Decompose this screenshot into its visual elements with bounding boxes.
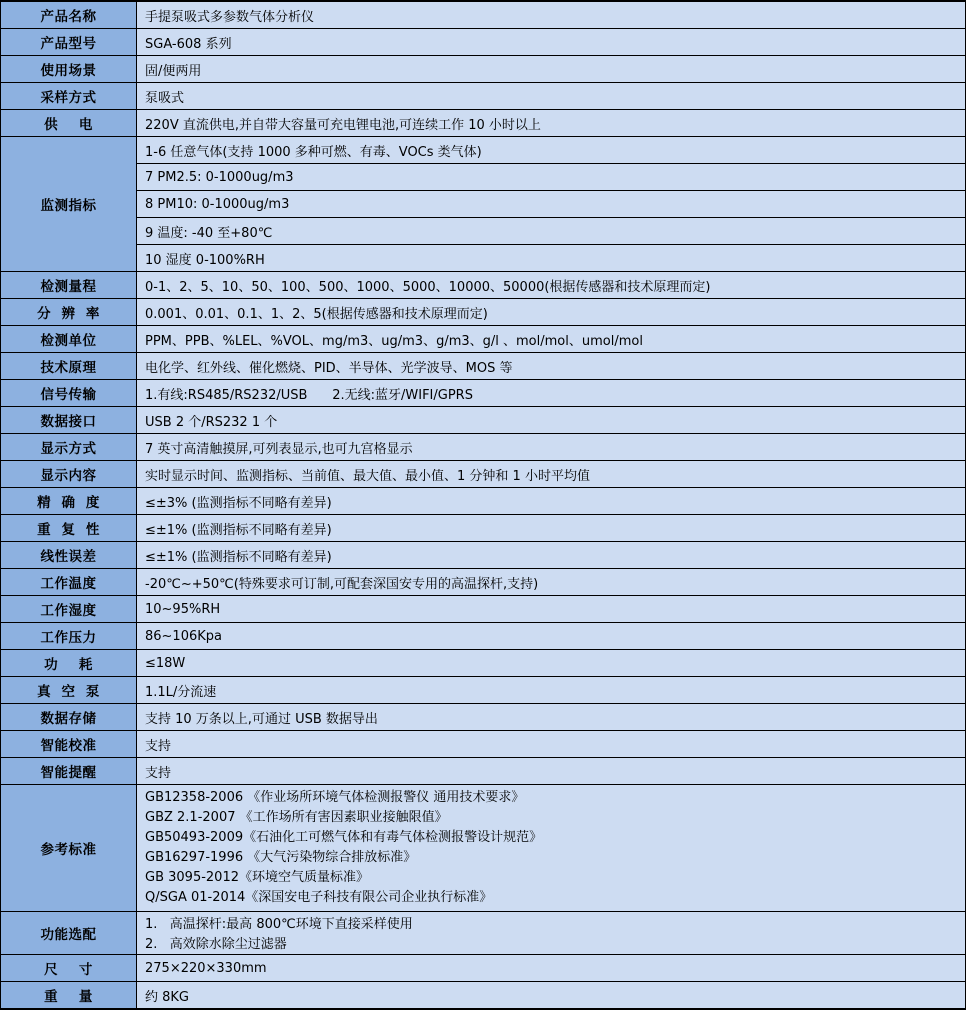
spec-row — [1, 299, 965, 326]
spec-label: 数据接口 — [1, 407, 137, 433]
spec-row — [1, 488, 965, 515]
spec-value-text: 86~106Kpa — [145, 628, 222, 644]
spec-row — [1, 461, 965, 488]
spec-sub-row: 10 湿度 0-100%RH — [145, 252, 265, 268]
spec-row — [1, 29, 965, 56]
spec-label: 精 确 度 — [1, 488, 137, 514]
spec-label: 重 量 — [1, 982, 137, 1008]
spec-value-text: 1.1L/分流速 — [145, 684, 217, 700]
spec-value — [137, 488, 965, 514]
spec-label: 监测指标 — [1, 137, 137, 271]
spec-label: 智能校准 — [1, 731, 137, 757]
spec-label: 信号传输 — [1, 380, 137, 406]
spec-value-text: ≤18W — [145, 655, 186, 671]
spec-row — [1, 758, 965, 785]
spec-value-text: 约 8KG — [145, 989, 190, 1005]
spec-line: GB50493-2009《石油化工可燃气体和有毒气体检测报警设计规范》 — [145, 830, 543, 845]
spec-value — [137, 83, 965, 109]
spec-value-text: 275×220×330mm — [145, 960, 267, 976]
spec-row — [1, 407, 965, 434]
spec-value-text: 0.001、0.01、0.1、1、2、5(根据传感器和技术原理而定) — [145, 306, 488, 322]
spec-line: GBZ 2.1-2007 《工作场所有害因素职业接触限值》 — [145, 810, 448, 825]
spec-value — [137, 407, 965, 433]
spec-label: 显示方式 — [1, 434, 137, 460]
spec-value — [137, 29, 965, 55]
spec-row — [1, 137, 965, 272]
spec-row — [1, 515, 965, 542]
spec-value — [137, 758, 965, 784]
spec-label: 尺 寸 — [1, 955, 137, 981]
spec-value — [137, 623, 965, 649]
spec-row — [1, 677, 965, 704]
spec-label: 数据存储 — [1, 704, 137, 730]
spec-label: 智能提醒 — [1, 758, 137, 784]
spec-value — [137, 677, 965, 703]
spec-label: 检测单位 — [1, 326, 137, 352]
spec-value-text: -20℃~+50℃(特殊要求可订制,可配套深国安专用的高温探杆,支持) — [145, 576, 539, 592]
spec-sub-row: 8 PM10: 0-1000ug/m3 — [137, 191, 965, 218]
spec-row — [1, 731, 965, 758]
spec-row — [1, 623, 965, 650]
spec-row — [1, 596, 965, 623]
spec-value-text: 手提泵吸式多参数气体分析仪 — [145, 9, 315, 25]
spec-value — [137, 785, 965, 911]
spec-row — [1, 110, 965, 137]
spec-label: 使用场景 — [1, 56, 137, 82]
spec-sub-row: 1-6 任意气体(支持 1000 多种可燃、有毒、VOCs 类气体) — [137, 137, 965, 164]
spec-line: GB16297-1996 《大气污染物综合排放标准》 — [145, 850, 417, 865]
spec-row — [1, 353, 965, 380]
spec-value — [137, 137, 965, 271]
spec-row — [1, 380, 965, 407]
spec-value-text: ≤±1% (监测指标不同略有差异) — [145, 522, 332, 538]
spec-value-text: 固/便两用 — [145, 63, 202, 79]
spec-label: 线性误差 — [1, 542, 137, 568]
spec-value — [137, 650, 965, 676]
spec-value-text: 220V 直流供电,并自带大容量可充电锂电池,可连续工作 10 小时以上 — [145, 117, 541, 133]
spec-value — [137, 110, 965, 136]
spec-row — [1, 83, 965, 110]
spec-row — [1, 2, 965, 29]
spec-row — [1, 272, 965, 299]
spec-label: 检测量程 — [1, 272, 137, 298]
spec-label: 显示内容 — [1, 461, 137, 487]
spec-row — [1, 569, 965, 596]
spec-value-text: ≤±1% (监测指标不同略有差异) — [145, 549, 332, 565]
spec-value — [137, 982, 965, 1008]
spec-value — [137, 272, 965, 298]
spec-value — [137, 380, 965, 406]
spec-sub-row: 9 温度: -40 至+80℃ — [137, 218, 965, 245]
spec-value — [137, 731, 965, 757]
spec-value — [137, 955, 965, 981]
spec-label: 功能选配 — [1, 912, 137, 954]
spec-label: 重 复 性 — [1, 515, 137, 541]
spec-label: 供 电 — [1, 110, 137, 136]
spec-row — [1, 542, 965, 569]
spec-row — [1, 982, 965, 1009]
spec-line: 2. 高效除水除尘过滤器 — [145, 937, 287, 952]
spec-value — [137, 299, 965, 325]
spec-label: 功 耗 — [1, 650, 137, 676]
spec-value-text: 泵吸式 — [145, 90, 185, 106]
spec-line: GB 3095-2012《环境空气质量标准》 — [145, 870, 369, 885]
spec-label: 分 辨 率 — [1, 299, 137, 325]
spec-row — [1, 912, 965, 955]
spec-row — [1, 785, 965, 912]
spec-line: GB12358-2006 《作业场所环境气体检测报警仪 通用技术要求》 — [145, 790, 525, 805]
spec-value-text: SGA-608 系列 — [145, 36, 232, 52]
spec-value-text: 7 英寸高清触摸屏,可列表显示,也可九宫格显示 — [145, 441, 413, 457]
spec-label: 产品名称 — [1, 2, 137, 28]
spec-line: Q/SGA 01-2014《深国安电子科技有限公司企业执行标准》 — [145, 890, 493, 905]
spec-value-text: 电化学、红外线、催化燃烧、PID、半导体、光学波导、MOS 等 — [145, 360, 513, 376]
spec-row — [1, 434, 965, 461]
spec-value-text: 1.有线:RS485/RS232/USB 2.无线:蓝牙/WIFI/GPRS — [145, 387, 473, 403]
spec-row — [1, 56, 965, 83]
spec-label: 工作压力 — [1, 623, 137, 649]
spec-value — [137, 569, 965, 595]
spec-value-text: ≤±3% (监测指标不同略有差异) — [145, 495, 332, 511]
spec-value-text: USB 2 个/RS232 1 个 — [145, 414, 278, 430]
spec-value — [137, 704, 965, 730]
spec-value — [137, 56, 965, 82]
spec-value — [137, 434, 965, 460]
spec-value-text: 10~95%RH — [145, 601, 221, 617]
spec-value — [137, 2, 965, 28]
spec-value-text: 支持 10 万条以上,可通过 USB 数据导出 — [145, 711, 378, 727]
spec-label: 产品型号 — [1, 29, 137, 55]
spec-label: 真 空 泵 — [1, 677, 137, 703]
spec-row — [1, 650, 965, 677]
spec-value-text: 支持 — [145, 738, 172, 754]
spec-row — [1, 326, 965, 353]
spec-row — [1, 955, 965, 982]
spec-value — [137, 461, 965, 487]
spec-value-text: PPM、PPB、%LEL、%VOL、mg/m3、ug/m3、g/m3、g/l 、mol/mol、umol/mol — [145, 333, 643, 349]
spec-value — [137, 515, 965, 541]
spec-label: 工作温度 — [1, 569, 137, 595]
spec-value — [137, 353, 965, 379]
spec-label: 采样方式 — [1, 83, 137, 109]
spec-sub-row: 7 PM2.5: 0-1000ug/m3 — [137, 164, 965, 191]
spec-value-text: 0-1、2、5、10、50、100、500、1000、5000、10000、50000(根据传感器和技术原理而定) — [145, 279, 711, 295]
spec-value — [137, 596, 965, 622]
spec-value-text: 支持 — [145, 765, 172, 781]
spec-label: 参考标准 — [1, 785, 137, 911]
spec-value — [137, 912, 965, 954]
spec-line: 1. 高温探杆:最高 800℃环境下直接采样使用 — [145, 917, 413, 932]
spec-value-text: 实时显示时间、监测指标、当前值、最大值、最小值、1 分钟和 1 小时平均值 — [145, 468, 590, 484]
spec-label: 技术原理 — [1, 353, 137, 379]
spec-label: 工作湿度 — [1, 596, 137, 622]
spec-row — [1, 704, 965, 731]
spec-value — [137, 542, 965, 568]
spec-value — [137, 326, 965, 352]
